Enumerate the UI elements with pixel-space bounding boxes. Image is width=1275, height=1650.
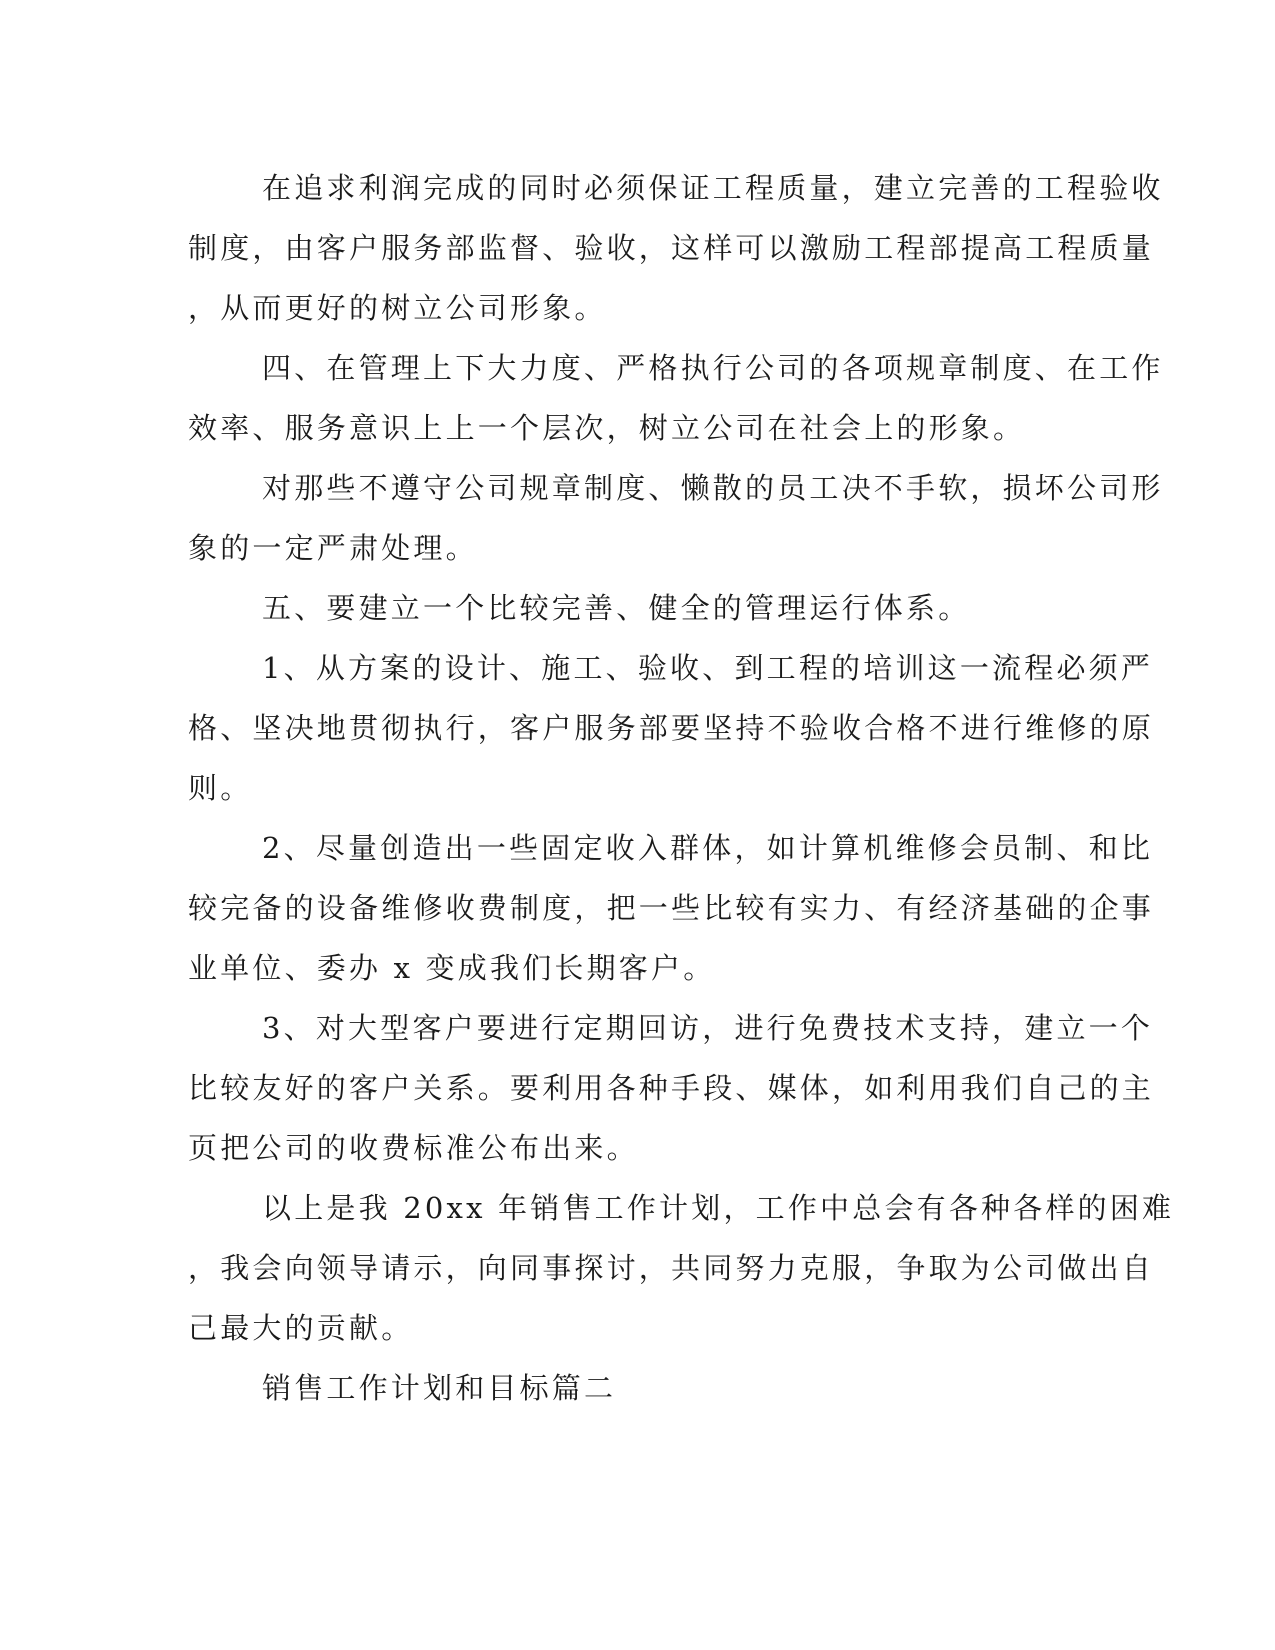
text-line: 在追求利润完成的同时必须保证工程质量，建立完善的工程验收 bbox=[262, 171, 1164, 205]
paragraph-item-3 bbox=[188, 998, 1155, 1178]
paragraph-item-1 bbox=[188, 638, 1155, 818]
text-line: ，我会向领导请示，向同事探讨，共同努力克服，争取为公司做出自 bbox=[188, 1251, 1155, 1285]
paragraph-section-five bbox=[188, 578, 1088, 638]
paragraph-section-four bbox=[188, 338, 1164, 458]
section-heading bbox=[188, 1358, 1088, 1418]
section-title: 销售工作计划和目标篇二 bbox=[262, 1371, 617, 1405]
text-line: 页把公司的收费标准公布出来。 bbox=[188, 1131, 639, 1165]
text-line: ，从而更好的树立公司形象。 bbox=[188, 291, 607, 325]
text-line: 较完备的设备维修收费制度，把一些比较有实力、有经济基础的企事 bbox=[188, 891, 1155, 925]
paragraph-quality bbox=[188, 158, 1164, 338]
text-line: 比较友好的客户关系。要利用各种手段、媒体，如利用我们自己的主 bbox=[188, 1071, 1155, 1105]
text-line: 效率、服务意识上上一个层次，树立公司在社会上的形象。 bbox=[188, 411, 1026, 445]
paragraph-conclusion bbox=[188, 1178, 1175, 1358]
text-line: 3、对大型客户要进行定期回访，进行免费技术支持，建立一个 bbox=[262, 1011, 1154, 1045]
paragraph-item-2 bbox=[188, 818, 1155, 998]
text-line: 象的一定严肃处理。 bbox=[188, 531, 478, 565]
document-body bbox=[188, 158, 1175, 1418]
text-line: 五、要建立一个比较完善、健全的管理运行体系。 bbox=[262, 591, 971, 625]
text-line: 格、坚决地贯彻执行，客户服务部要坚持不验收合格不进行维修的原 bbox=[188, 711, 1155, 745]
paragraph-discipline bbox=[188, 458, 1164, 578]
text-line: 则。 bbox=[188, 771, 253, 805]
text-line: 制度，由客户服务部监督、验收，这样可以激励工程部提高工程质量 bbox=[188, 231, 1155, 265]
text-line: 2、尽量创造出一些固定收入群体，如计算机维修会员制、和比 bbox=[262, 831, 1154, 865]
text-line: 1、从方案的设计、施工、验收、到工程的培训这一流程必须严 bbox=[262, 651, 1154, 685]
text-line: 业单位、委办 x 变成我们长期客户。 bbox=[188, 951, 716, 985]
text-line: 己最大的贡献。 bbox=[188, 1311, 414, 1345]
text-line: 对那些不遵守公司规章制度、懒散的员工决不手软，损坏公司形 bbox=[262, 471, 1164, 505]
text-line: 四、在管理上下大力度、严格执行公司的各项规章制度、在工作 bbox=[262, 351, 1164, 385]
text-line: 以上是我 20xx 年销售工作计划，工作中总会有各种各样的困难 bbox=[262, 1191, 1175, 1225]
